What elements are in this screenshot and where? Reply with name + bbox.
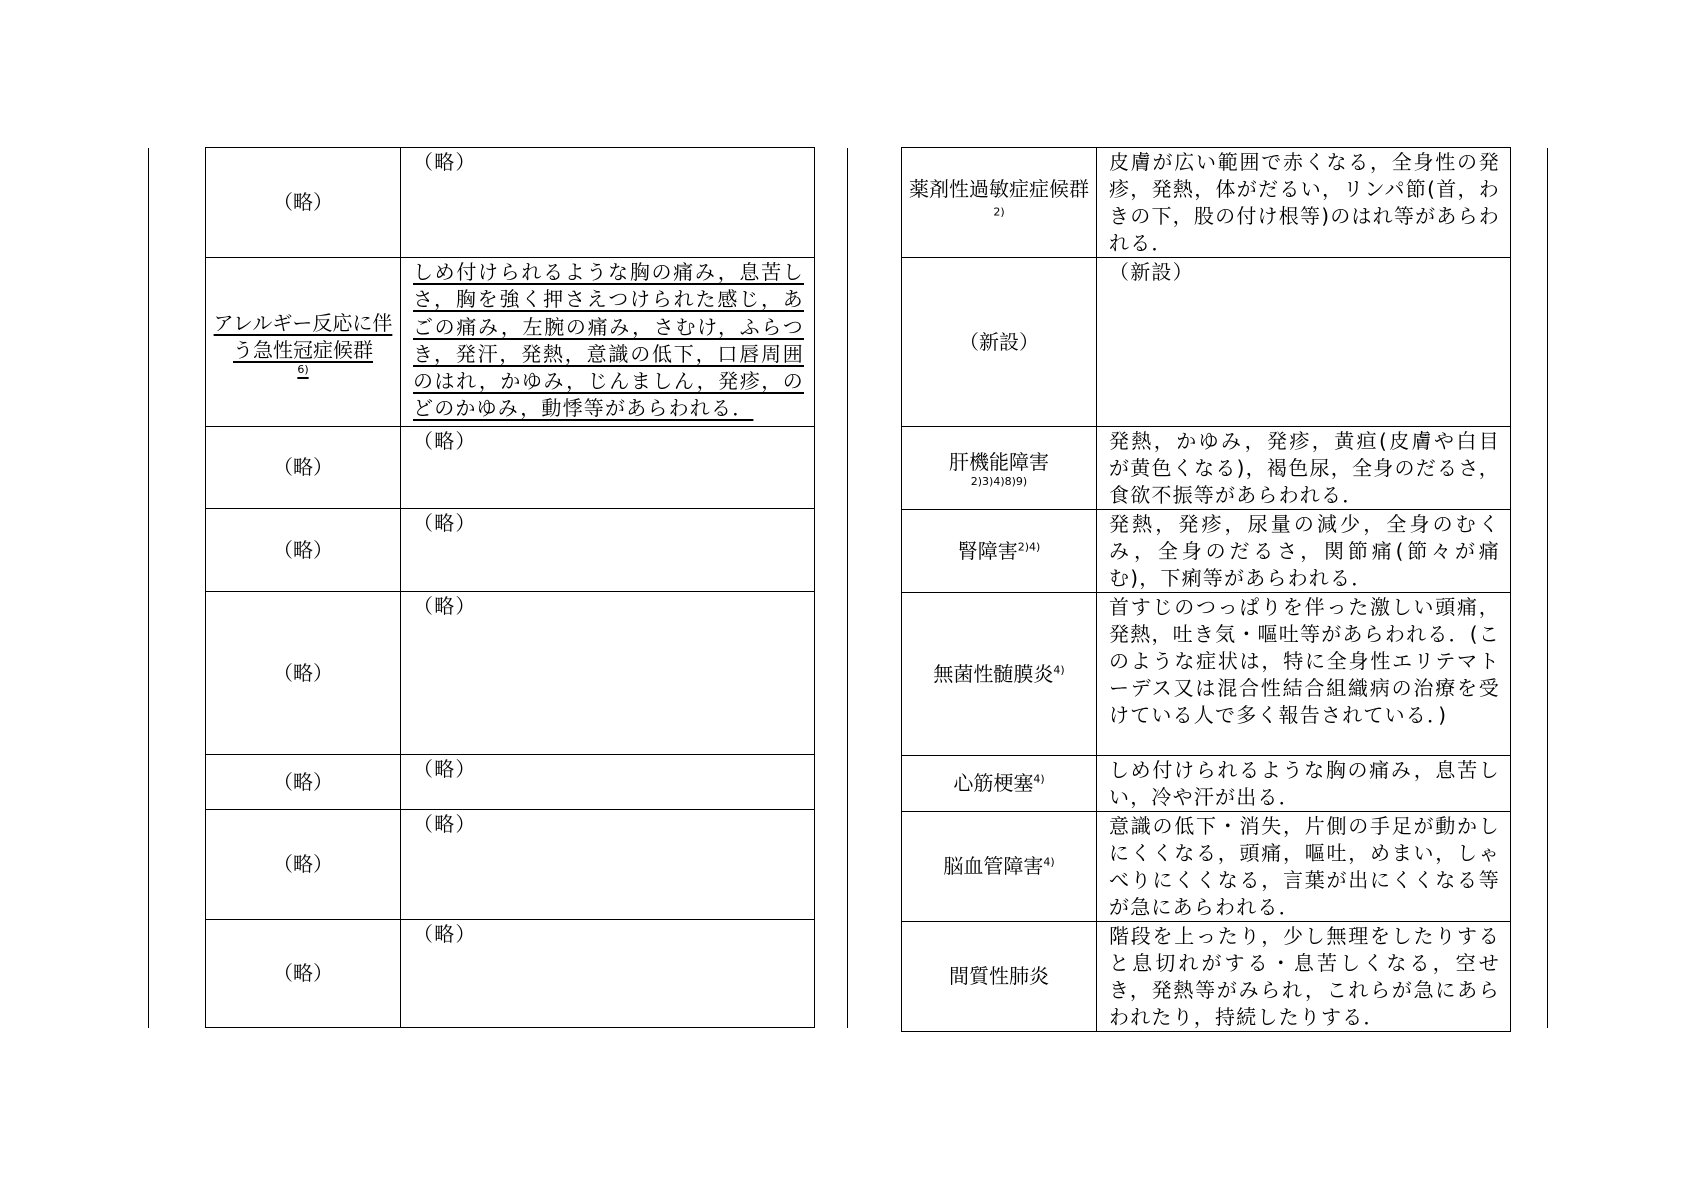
row-description-text: しめ付けられるような胸の痛み，息苦しさ，胸を強く押さえつけられた感じ，あごの痛み，左腕の痛み，さむけ，ふらつき，発汗，発熱，意識の低下，口唇周囲のはれ，かゆみ，じんましん，発疹，のどのかゆみ，動悸等があらわれる．: [413, 260, 804, 421]
row-description: （略）: [401, 810, 815, 920]
row-name: （新設）: [902, 258, 1097, 427]
row-description: しめ付けられるような胸の痛み，息苦しい，冷や汗が出る．: [1097, 756, 1511, 812]
row-name-reference: 4): [1043, 855, 1055, 869]
table-row: [902, 593, 1511, 756]
row-name: [902, 510, 1097, 593]
center-divider-rule: [847, 148, 848, 1028]
row-name: 間質性肺炎: [902, 922, 1097, 1032]
row-description: 皮膚が広い範囲で赤くなる，全身性の発疹，発熱，体がだるい，リンパ節(首，わきの下，股の付け根等)のはれ等があらわれる．: [1097, 148, 1511, 258]
row-description: 意識の低下・消失，片側の手足が動かしにくくなる，頭痛，嘔吐，めまい，しゃべりにくくなる，言葉が出にくくなる等が急にあらわれる．: [1097, 812, 1511, 922]
right-margin-rule: [1547, 148, 1548, 1028]
row-description: （略）: [401, 509, 815, 592]
row-name: [206, 258, 401, 427]
table-row: [206, 810, 815, 920]
row-name: （略）: [206, 920, 401, 1028]
row-name-text: 心筋梗塞: [953, 771, 1034, 795]
table-row: [902, 510, 1511, 593]
row-name: （略）: [206, 810, 401, 920]
row-description: （略）: [401, 148, 815, 258]
row-name-reference: 2)4): [1017, 539, 1041, 553]
row-name-reference: 2)3)4)8)9): [970, 475, 1028, 488]
row-name: （略）: [206, 427, 401, 509]
row-name-reference: 6): [297, 362, 309, 376]
table-row: [902, 148, 1511, 258]
table-row: [206, 755, 815, 810]
table-row: [206, 148, 815, 258]
left-margin-rule: [148, 148, 149, 1028]
table-row: [206, 592, 815, 755]
table-row: [902, 756, 1511, 812]
row-name: （略）: [206, 509, 401, 592]
row-description: （略）: [401, 427, 815, 509]
row-name: [902, 812, 1097, 922]
table-row: [206, 920, 815, 1028]
row-name-reference: 4): [1053, 662, 1065, 676]
table-row: [902, 922, 1511, 1032]
row-name-reference: 2): [993, 204, 1005, 218]
table-row: [902, 258, 1511, 427]
row-name-text: アレルギー反応に伴う急性冠症候群: [213, 310, 393, 362]
row-name-text: 薬剤性過敏症症候群: [909, 176, 1089, 201]
row-name-text: 脳血管障害: [943, 854, 1044, 878]
row-name-text: 腎障害: [957, 538, 1018, 563]
row-name: [902, 593, 1097, 756]
table-row: [206, 427, 815, 509]
row-description: 首すじのつっぱりを伴った激しい頭痛，発熱，吐き気・嘔吐等があらわれる．(このような症状は，特に全身性エリテマトーデス又は混合性結合組織病の治療を受けている人で多く報告されている．): [1097, 593, 1511, 756]
table-row: [902, 427, 1511, 510]
left-comparison-table: [205, 147, 815, 1028]
row-name: [902, 148, 1097, 258]
row-description: （略）: [401, 920, 815, 1028]
row-name: （略）: [206, 755, 401, 810]
table-row: [902, 812, 1511, 922]
row-name-text: 肝機能障害: [949, 450, 1049, 474]
table-row: [206, 509, 815, 592]
row-name: [902, 427, 1097, 510]
row-description: （略）: [401, 755, 815, 810]
row-name-reference: 4): [1033, 772, 1045, 786]
right-comparison-table: [901, 147, 1511, 1032]
row-name-text: 無菌性髄膜炎: [933, 661, 1054, 686]
row-name: [902, 756, 1097, 812]
row-description: 発熱，発疹，尿量の減少，全身のむくみ，全身のだるさ，関節痛(節々が痛む)，下痢等があらわれる．: [1097, 510, 1511, 593]
row-name: （略）: [206, 148, 401, 258]
row-description: 発熱，かゆみ，発疹，黄疸(皮膚や白目が黄色くなる)，褐色尿，全身のだるさ，食欲不振等があらわれる．: [1097, 427, 1511, 510]
row-description: 階段を上ったり，少し無理をしたりすると息切れがする・息苦しくなる，空せき，発熱等がみられ，これらが急にあらわれたり，持続したりする．: [1097, 922, 1511, 1032]
row-name: （略）: [206, 592, 401, 755]
row-description: （略）: [401, 592, 815, 755]
table-row: [206, 258, 815, 427]
row-description: [401, 258, 815, 427]
row-description: （新設）: [1097, 258, 1511, 427]
